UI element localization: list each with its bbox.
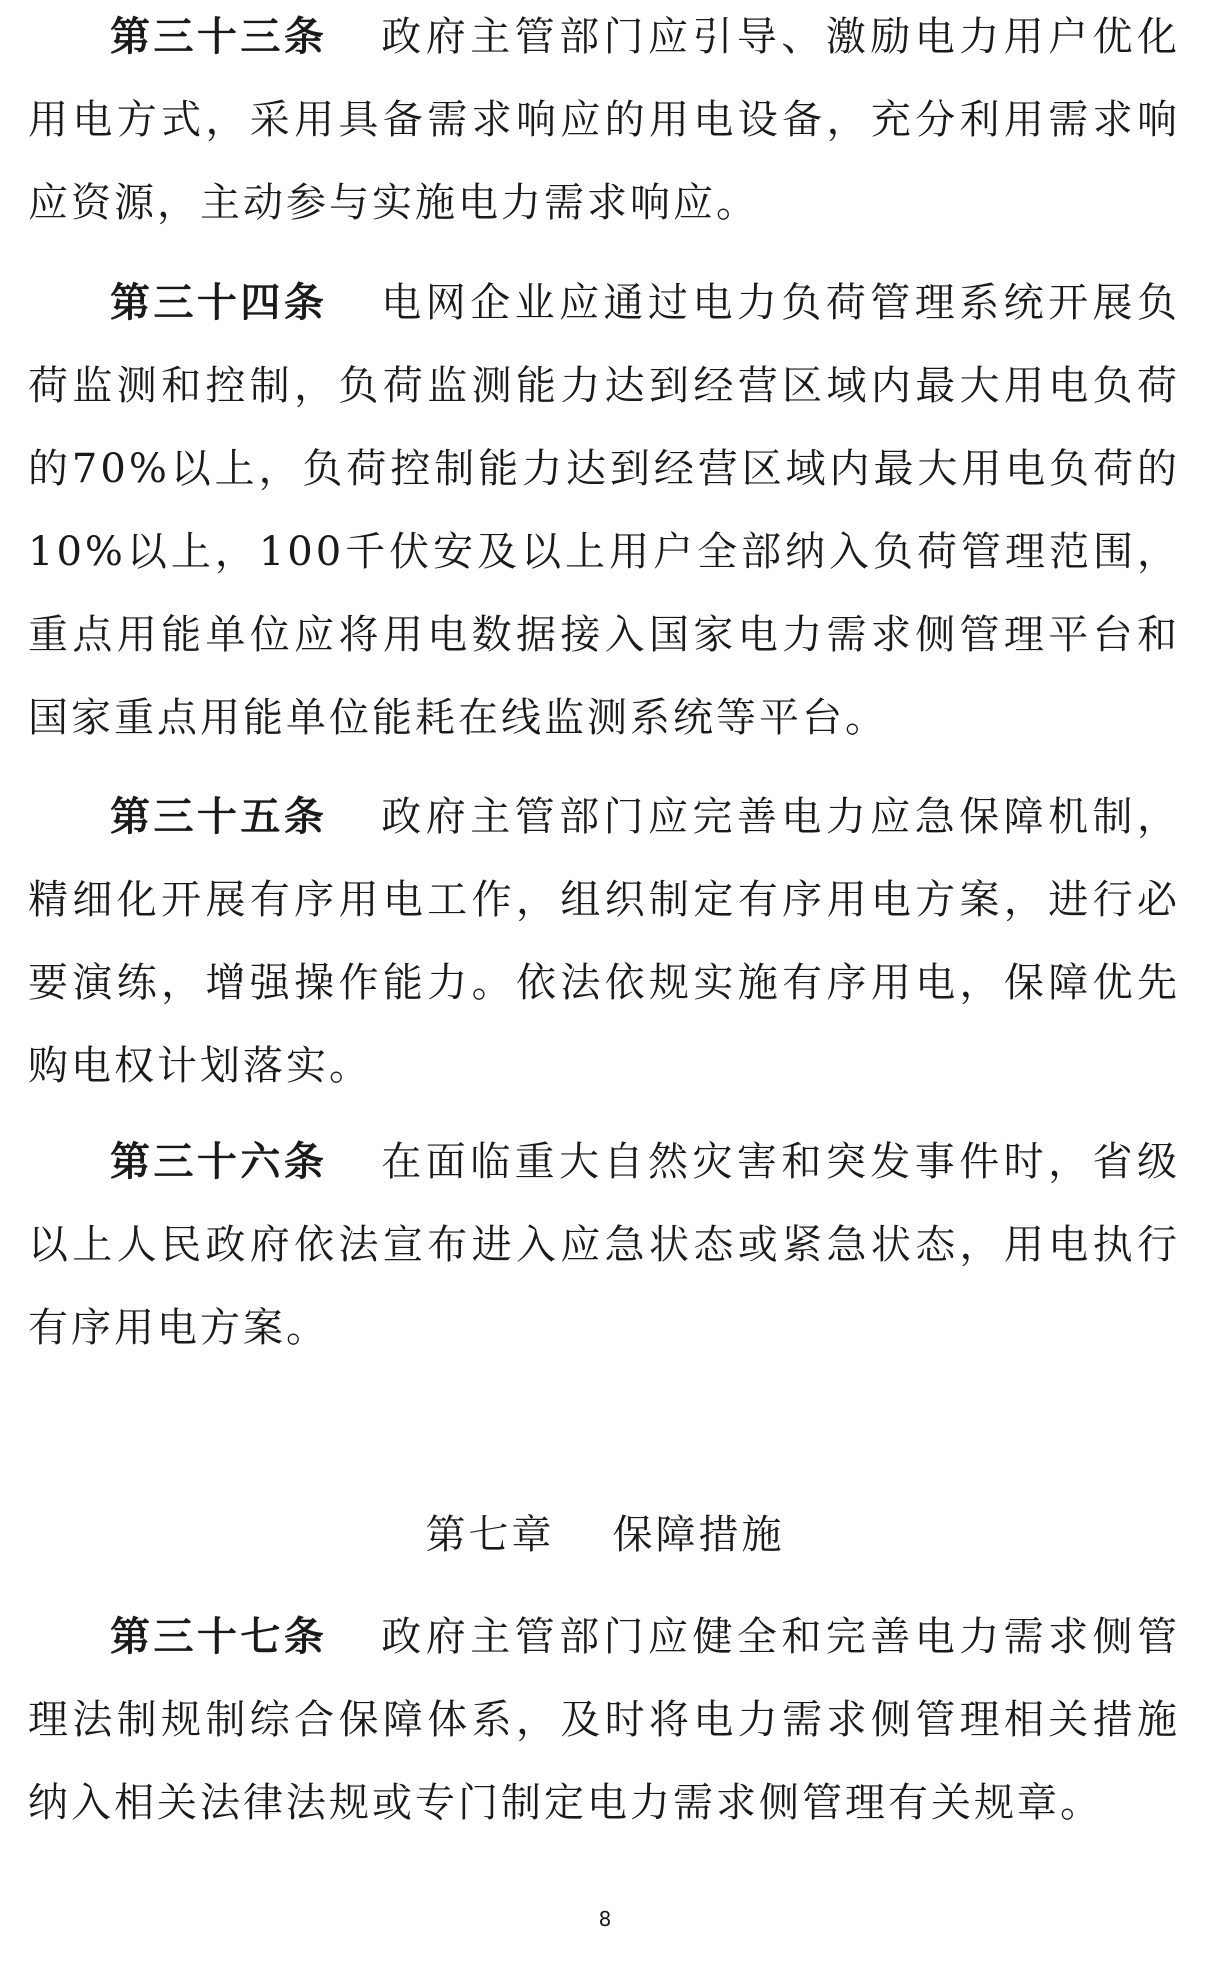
article-heading: 第三十三条 xyxy=(110,14,328,60)
article-heading: 第三十五条 xyxy=(110,794,328,840)
article-heading: 第三十七条 xyxy=(110,1614,328,1660)
article-body: 政府主管部门应完善电力应急保障机制，精细化开展有序用电工作，组织制定有序用电方案，进行必要演练，增强操作能力。依法依规实施有序用电，保障优先购电权计划落实。 xyxy=(28,794,1181,1089)
article-37 xyxy=(28,1596,1180,1845)
article-35 xyxy=(28,776,1180,1108)
article-heading: 第三十四条 xyxy=(110,280,328,326)
article-heading: 第三十六条 xyxy=(110,1139,328,1185)
article-body: 政府主管部门应健全和完善电力需求侧管理法制规制综合保障体系，及时将电力需求侧管理相关措施纳入相关法律法规或专门制定电力需求侧管理有关规章。 xyxy=(28,1614,1181,1826)
article-33 xyxy=(28,0,1180,245)
page-number: 8 xyxy=(598,1907,612,1931)
article-body: 政府主管部门应引导、激励电力用户优化用电方式，采用具备需求响应的用电设备，充分利用需求响应资源，主动参与实施电力需求响应。 xyxy=(28,14,1181,226)
article-body: 在面临重大自然灾害和突发事件时，省级以上人民政府依法宣布进入应急状态或紧急状态，用电执行有序用电方案。 xyxy=(28,1139,1181,1351)
chapter-heading xyxy=(0,1505,1210,1565)
article-34 xyxy=(28,262,1180,760)
article-body: 电网企业应通过电力负荷管理系统开展负荷监测和控制，负荷监测能力达到经营区域内最大用电负荷的70%以上，负荷控制能力达到经营区域内最大用电负荷的10%以上，100千伏安及以上用户全部纳入负荷管理范围，重点用能单位应将用电数据接入国家电力需求侧管理平台和国家重点用能单位能耗在线监测系统等平台。 xyxy=(28,280,1181,741)
chapter-number: 第七章 xyxy=(425,1512,555,1558)
article-36 xyxy=(28,1121,1180,1370)
chapter-title: 保障措施 xyxy=(612,1512,785,1558)
